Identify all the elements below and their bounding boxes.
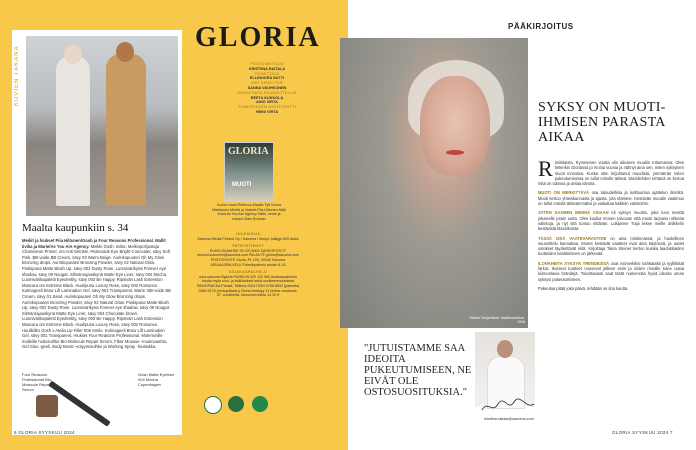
cover-title: GLORIA [228,146,269,157]
certification-logos [200,394,300,418]
publisher-info [196,232,300,298]
staff-role: GRAAFINEN SUUNNITTELIJA [237,90,297,95]
cover-caption: Kuvien kuva Rebecca Maalta Työ Noora Hiekkanen Meikki ja hiukset Piia Hiltunen Malli Iivika As You Are Agency Takki, neule ja housut Marc Buhnan [212,203,286,221]
editorial-body [538,156,685,295]
painting-lips [446,150,464,155]
right-page-footer: GLORIA SYYSKUU 2024 7 [612,430,673,435]
staff-name: ELLINOORA SUTTI [249,76,285,81]
editorial-headline: SYKSY ON MUOTI-IHMISEN PARASTA AIKAA [538,100,666,145]
staff-name: REETA KUKKOLA [250,95,284,100]
staff-name: HEINI VIRTA [255,109,279,114]
paragraph [538,156,684,187]
painting-face [420,76,490,176]
card-title: Maalta kaupunkiin s. 34 [22,222,129,234]
editor-signature [478,396,538,417]
staff-name: SANNA VAUHKONEN [247,85,287,90]
card-credits [22,238,172,350]
product-label-1: Four Reasons Professional Bio-Molecule Repair Serum [22,372,53,392]
paragraph [538,286,684,291]
paragraph-text: Pukeutua pitää joka päivä, tehdään se iloa kautta. [538,285,629,291]
model-2 [106,54,146,206]
section-label: PÄÄKIRJOITUS [508,22,574,31]
printall-logo-icon [252,396,268,412]
paragraph [538,190,684,206]
paragraph-lead: ILONAHEITA SYKSYN TRENDEISSÄ [538,260,610,266]
info-text: PUHELINVAIHDE 09 120 5000 SÄHKÖPOSTIT etunimi.sukunimi@sanoma.com PALAUTE gloria@sanoma.com POSTIOSOITE Gloria, PL 100, 00040 Sanoma ASIAKASPALVELU Puhelinpalvelu arkisin 8-18 [196,248,300,267]
vertical-section-label: KUVIEN TAKANA [14,45,20,106]
paragraph-text: eli syksyn muotiin, joka luon meistä jokaiselle jotain uutta. Olen kuullut monen toivovan että muoti tarjoaisi rohkeita valintoja, ja nyt sitä tuntuu riittävän. Lukijanne Tuija tekee meille artikkelin kestävistä klassikoista. [538,210,685,232]
painting-caption: Helene Schjerfbeck: Vadelmaneidon, 1946 [469,316,525,325]
staff-role: ART DIRECTOR [251,81,283,86]
info-text: oma.sanoma.fi/gloria PUHELIN 020 120 500 Asiakaspalvelun kautta myös uusi- ja lisätilaukset sekä osoitteenmuutokset PAINOPAIKKA Printall, Tallinna 2024 ISSN 0789-8692 (painettu) 2669-9176 (verkojulkaisu) Gloria ilmestyy 11 kertaa vuodessa. 37. vuosikerta. Irtonumerohinta 12,20 € [196,274,300,298]
info-text: Sanoma Media Finland Oy / Sanoma / Medyt Jutkijgs 600 Aulek [197,236,299,241]
product-label-2: Gosh Matte Eyeliner 004 Mocha Copenhagen [138,372,175,387]
cover-headline: MUOTI [232,182,252,188]
paragraph [538,261,684,282]
paragraph-lead: JOTEN SAAMEN MENNÄ ASIAAN [538,210,609,216]
model-1-head [64,44,82,64]
model-2-head [116,42,134,62]
masthead-logo: GLORIA [195,22,321,53]
paragraph [538,210,684,231]
paragraph-text: osa taloudellisia ja kulttuurisia ajattelun ilmiöitä. Muoti kertoo yhteiskunnasta ja ajasta, jota elämme. Kestävän muodin vaatimus on tullut entistä tärkeämmäksi ja vaikuttaa kaikkiin valintoihin. [538,190,684,207]
staff-list [212,62,322,115]
editor-email: kristiina.raitala@sanoma.com [484,417,534,421]
pull-quote: "JUTUISTAMME SAA IDEOITA PUKEUTUMISEEN, NE EIVÄT OLE OSTOSUOSITUKSIA." [364,343,472,398]
staff-name: AINO VIRTA [256,100,278,105]
paragraph [538,236,684,257]
left-page-footer: 6 GLORIA SYYSKUU 2024 [14,430,75,435]
drop-cap: R [538,156,553,181]
info-heading: JULKAISIJA [235,232,261,236]
swan-label-icon [228,396,244,412]
serum-product-image [36,395,58,417]
portrait-head [497,340,513,358]
paragraph-text: on aina mietinnässä, ja huolellinen suunnittelu kannattaa. Monet kestävät vaatteet ovat aina käytössä, ja uudet ostokset täydentävät niitä. Kirjoittaja Taina Steiner kertoo kuinka laadukkaiden tuotteiden hankkiminen on järkevää. [538,235,684,257]
paragraph-lead: TÄSSÄ ISSÄ VAATEVARASTONI [538,235,607,241]
model-1 [56,56,90,206]
staff-role: PÄÄTOIMITTAJA [250,62,284,66]
paragraph-lead: MUOTI ON MERKITTÄVÄ [538,190,590,196]
paragraph-text: ovat esimerkiksi nahkatakit ja tyylikkäät farkut. Ikoniset tuotteet nousevat jälleen esiin ja niiden rinnalle tulee uusia kiinnostavia brändejä. Toivottavasti saat tästä numerosta hyviä ideoita oman syksysi pukeutumiseen. [538,260,684,282]
staff-role: TOIMITTAJA [254,71,280,76]
fashion-photo [26,36,178,216]
eco-label-icon [204,396,222,414]
info-heading: YHTEYSTIEDOT [231,244,265,249]
staff-name: KRISTIINA RAITALA [248,66,286,71]
info-heading: ASIAKASPALVELU [228,270,267,275]
paragraph-text: istiriitaista. Kymmenen vuotta olin aikuisen muotiin tottumassa. Olen tietenkin Gloriassa jo monia vuosia ja nähnyt aina sen, miten syksyinen muoti innostaa. Koska olen kirjoittanut muodista, ymmärrän miten pukeutumisesta on tullut minulle tärkeä. Muotilehden tehtävä on kertoa mitä on tulossa ja antaa ideoita. [538,160,684,187]
staff-role: TOIMITUKSEN ASSISTENTTI [237,105,297,110]
card-lead: Meikit ja hiukset Piia Hiltunen/Gosh ja Four Reasons Professional. Mallit Iivika ja Marie/As You Are Agency. [22,238,166,249]
card-body: Meikki Gosh. Iivika: Meikinpohjustaja Chameleon Primer, om Anti Wrinkle. Peitevoide Eye Bright Concealer, sävy Soft Pink. BB-voide BB Cream, sävy 03 Warm Beige. Aurinkopuuteri Oh My Glow Bronzing drops. Aurinkopuuteri Bronzing Powder, sävy 02 Natural Glow. Poskipuna Matte Blush Up, sävy 002 Dusty Rose. Luomivärikynä Forever eye shadow, sävy 09 Nougat. Silmänrajauskynä Matte Eye Liner, sävy 004 Mocha. Luomivärikapaletti Eyedentity, sävy 003 Be Happy. Ripsiväri Lash Extension Mascara om Extreme Black. Huulipuna Luxury Rose, sävy 002 Romance. Kulmageeli Brow Lift Lamination Gel, sävy 001 Transparent. Marie: BB-voide BB Cream, sävy 01 Sand. Aurinkopuuteri Oh My Glow Bronzing drops. Aurinkopuuteri Bronzing Powder, sävy 02 Natural Glow. Poskipuna Matte Blush Up, sävy 002 Dusty Rose. Luomivärikynä Forever eye shadow, sävy 09 Nougat. Silmänrajauskynä Matte Eye Liner, sävy 004 Chocolate brown. Luomivärikapaletti Eyedentity, sävy 003 Be Happy. Ripsiväri Lash Extension Mascara om Extreme Black. Huulipuna Luxury Rose, sävy 002 Romance. Huulikiilto Gosh x Atelia Lip Filler 006 Smile. Kulmageeli Brow Lift Lamination Gel, sävy 001 Transparent. Hiukset Four Reasons Professional. Molemmille malleille hoitosuihke Bio-Molecule Repair Serum, Fiber Mousse -muotovaahto, Gel Glue -geeli, Body Boost -volyymisuihke ja Working Spray -hiuslakka. [22,243,171,350]
